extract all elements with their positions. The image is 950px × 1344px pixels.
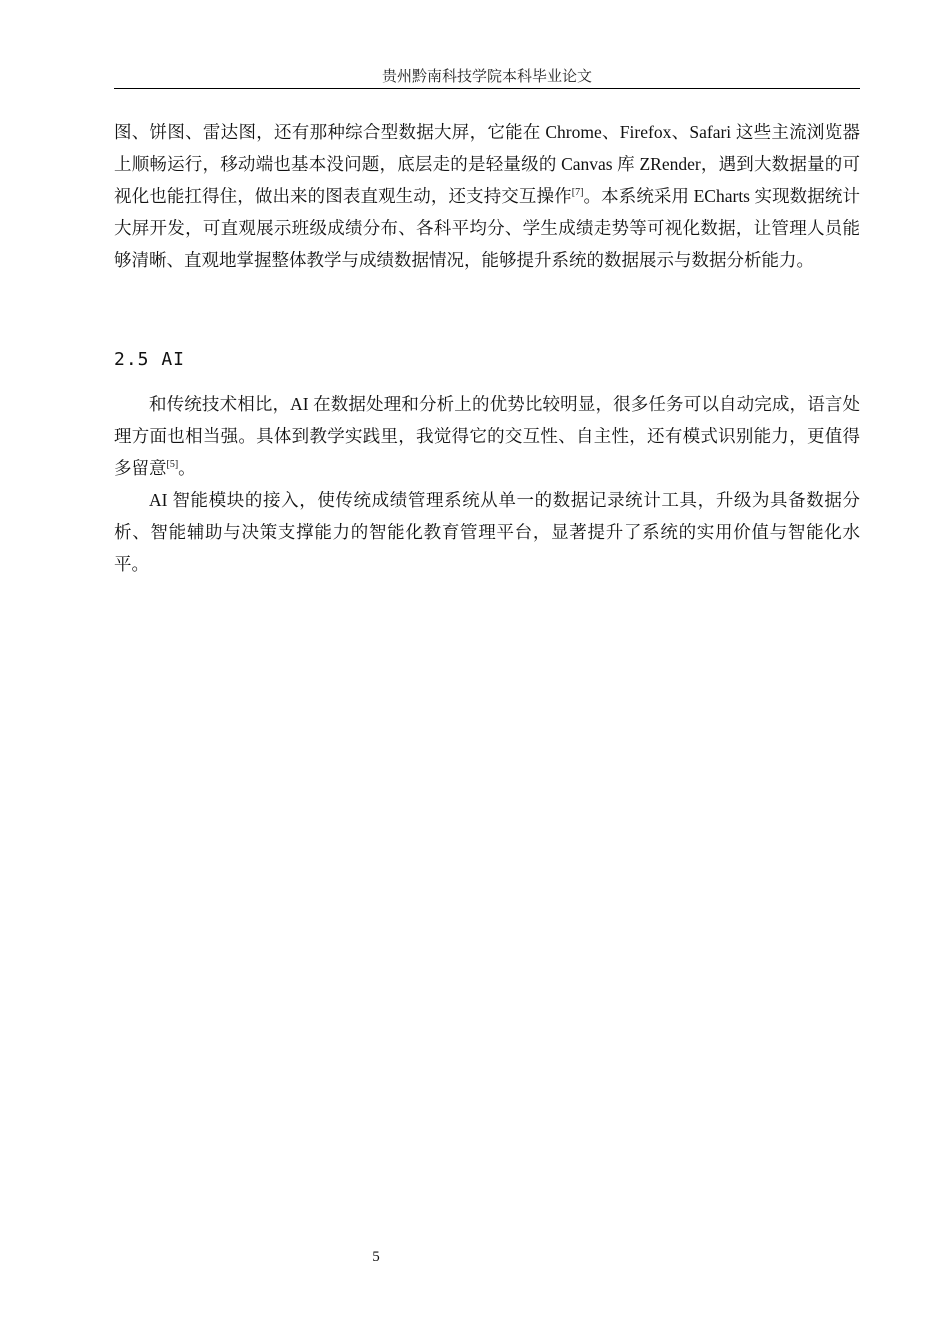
page-number: 5 xyxy=(372,1249,380,1265)
citation-ref[interactable]: [5] xyxy=(166,459,179,471)
paragraph-text: AI 智能模块的接入，使传统成绩管理系统从单一的数据记录统计工具，升级为具备数据分析、智能辅助与决策支撑能力的智能化教育管理平台，显著提升了系统的实用价值与智能化水平。 xyxy=(114,490,860,574)
body-paragraph-ai-advantages xyxy=(114,388,860,484)
paragraph-text-tail: 。本系统采用 ECharts 实现数据统计大屏开发，可直观展示班级成绩分布、各科平均分、学生成绩走势等可视化数据，让管理人员能够清晰、直观地掌握整体教学与成绩数据情况，能够提升系统的数据展示与数据分析能力。 xyxy=(114,186,861,270)
citation-ref[interactable]: [7] xyxy=(571,187,584,199)
running-header: 贵州黔南科技学院本科毕业论文 xyxy=(114,66,860,89)
body-paragraph-echarts xyxy=(114,116,860,276)
paragraph-text-tail: 。 xyxy=(178,458,196,478)
section-heading: 2.5 AI xyxy=(114,349,186,370)
paragraph-text: 图、饼图、雷达图，还有那种综合型数据大屏，它能在 Chrome、Firefox、Safari 这些主流浏览器上顺畅运行，移动端也基本没问题，底层走的是轻量级的 Canvas 库 ZRender，遇到大数据量的可视化也能扛得住，做出来的图表直观生动，还支持交互操作 xyxy=(114,122,860,206)
paragraph-text: 和传统技术相比，AI 在数据处理和分析上的优势比较明显，很多任务可以自动完成，语言处理方面也相当强。具体到教学实践里，我觉得它的交互性、自主性，还有模式识别能力，更值得多留意 xyxy=(114,394,860,478)
body-paragraph-ai-module xyxy=(114,484,860,580)
